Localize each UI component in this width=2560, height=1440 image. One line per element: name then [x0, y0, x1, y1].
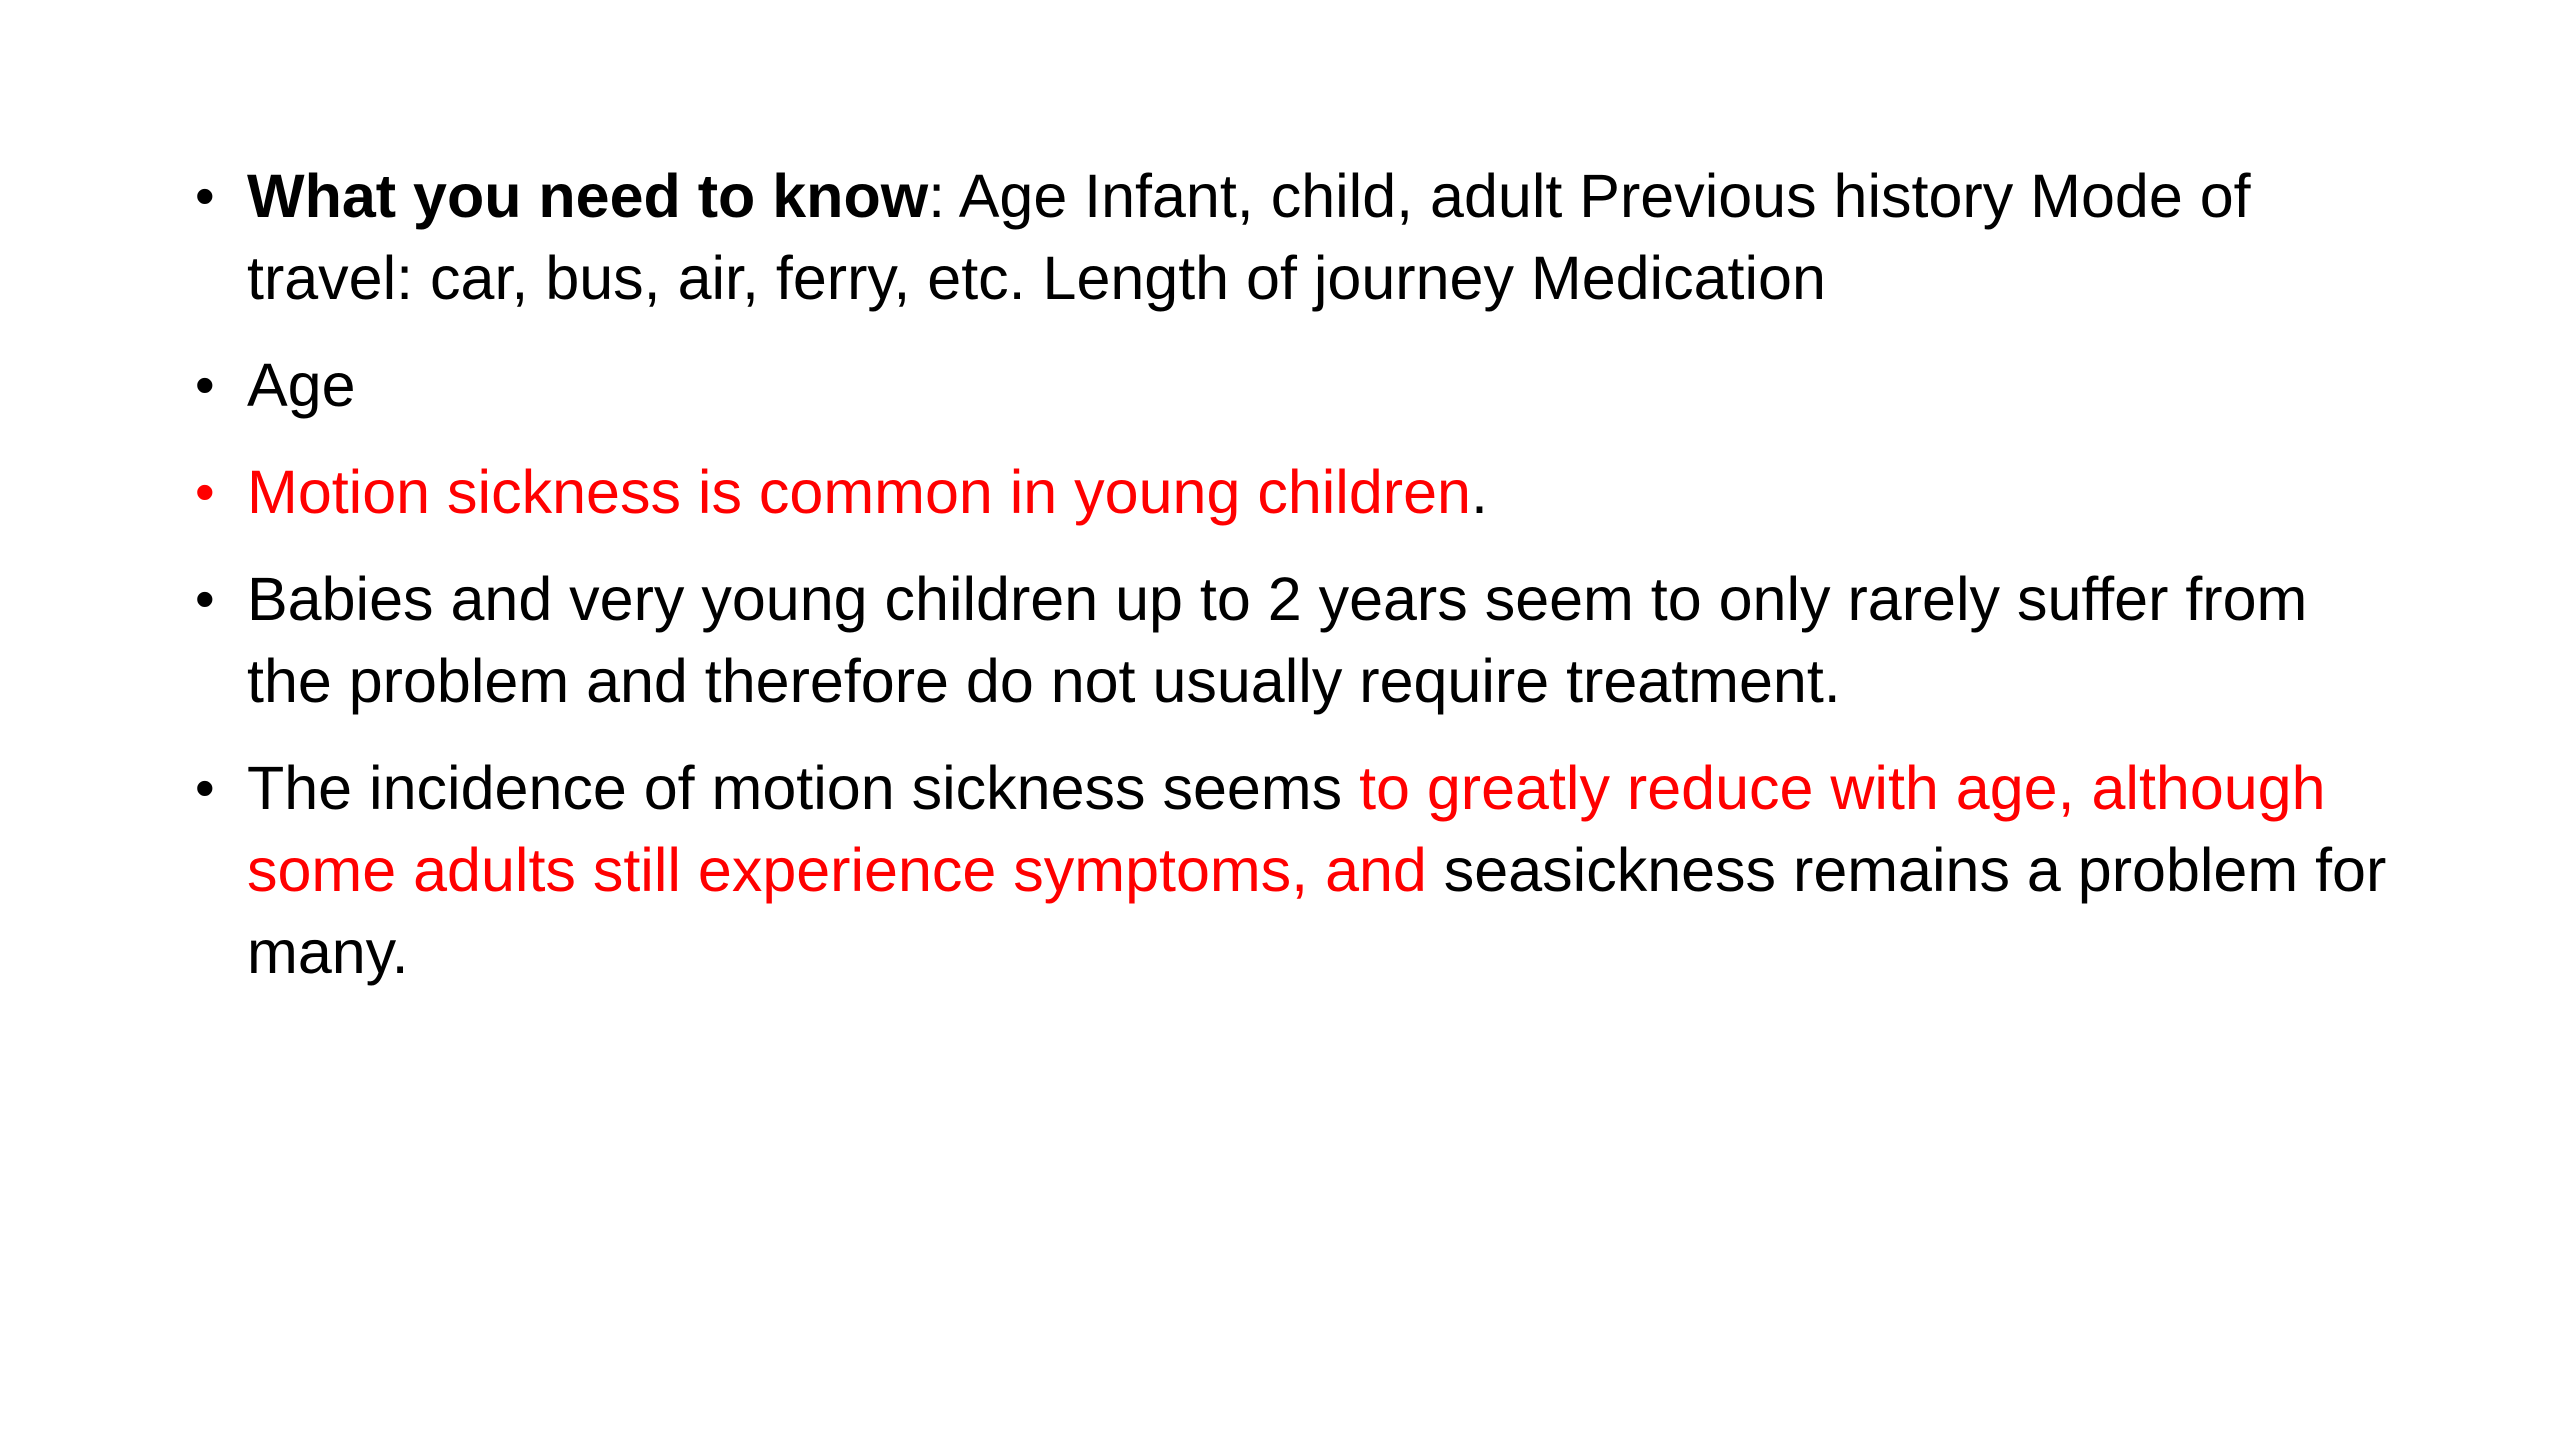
bullet-babies	[195, 558, 2395, 722]
bullet-dot-icon: •	[195, 164, 215, 227]
bullet-age	[195, 344, 2395, 426]
bullet-red-text: Motion sickness is common in young children	[247, 458, 1471, 526]
bullet-prefix: The incidence of motion sickness seems	[247, 754, 1360, 822]
bullet-text	[247, 754, 2386, 986]
bullet-red-text: to greatly reduce with age, although some adults still experience symptoms, and	[247, 754, 2326, 904]
bullet-dot-icon: •	[195, 756, 215, 819]
bullet-text: Babies and very young children up to 2 years seem to only rarely suffer from the problem and therefore do not usually require treatment.	[247, 565, 2308, 715]
bullet-list	[195, 155, 2395, 1018]
bullet-what-you-need-to-know	[195, 155, 2395, 319]
bullet-incidence	[195, 747, 2395, 993]
bullet-suffix: seasickness remains a problem for many.	[247, 836, 2387, 986]
bullet-dot-icon: •	[195, 460, 215, 523]
bullet-dot-icon: •	[195, 353, 215, 416]
bullet-text	[247, 162, 2251, 312]
bullet-text	[247, 458, 1488, 526]
bullet-text: Age	[247, 351, 356, 419]
bullet-lead-bold: What you need to know	[247, 162, 929, 230]
bullet-tail: .	[1470, 458, 1488, 526]
bullet-motion-sickness-common	[195, 451, 2395, 533]
bullet-dot-icon: •	[195, 567, 215, 630]
bullet-rest: : Age Infant, child, adult Previous history Mode of travel: car, bus, air, ferry, etc. Length of journey Medication	[247, 162, 2251, 312]
